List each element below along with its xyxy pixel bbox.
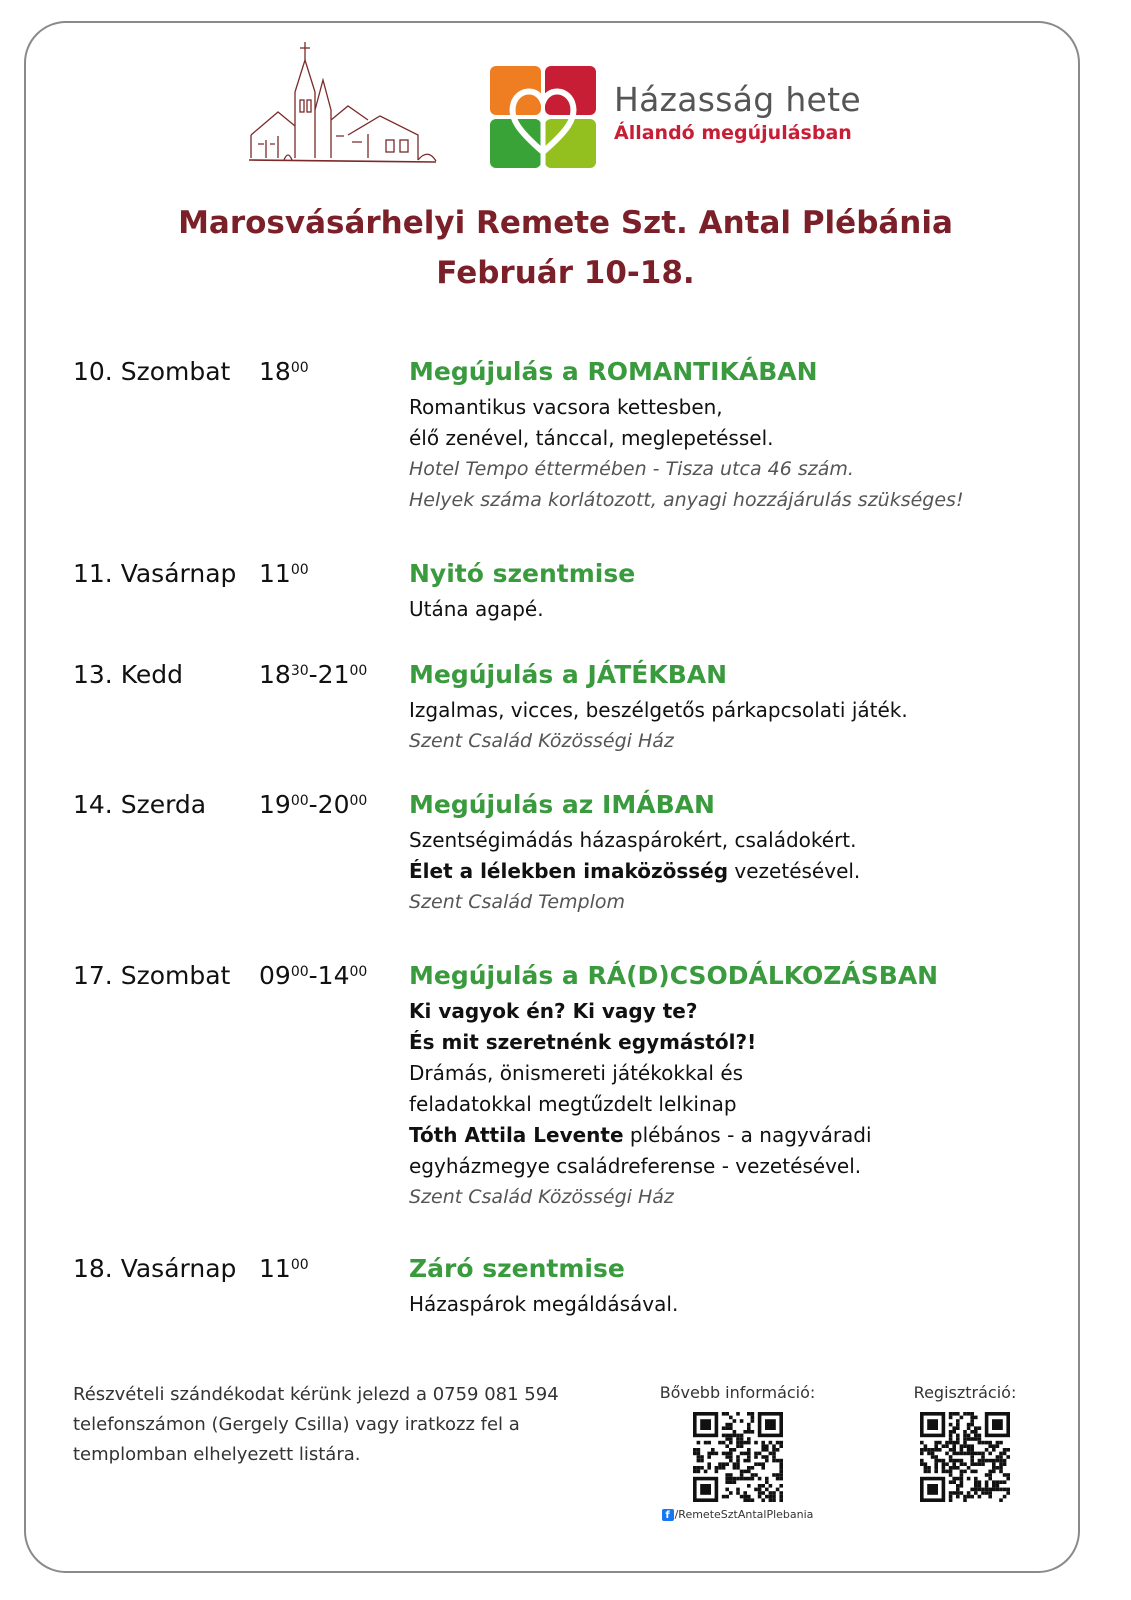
event-detail (409, 655, 1083, 757)
logo-title: Házasság hete (614, 80, 861, 119)
registration-note (73, 1380, 633, 1470)
logo-subtitle: Állandó megújulásban (614, 122, 852, 144)
event-time: $18^{30}-21^{00}$ (259, 660, 368, 689)
event-description-line: Romantikus vacsora kettesben, (409, 395, 723, 419)
event-dates: Február 10-18. (436, 255, 695, 291)
event-description-line: Izgalmas, vicces, beszélgetős párkapcsolati játék. (409, 698, 908, 722)
event-description-line: Tóth Attila Levente plébános - a nagyváradi (409, 1123, 872, 1147)
event-schedule (73, 352, 1083, 1320)
time-minute: 00 (290, 1257, 309, 1273)
event-detail (409, 956, 1083, 1213)
event-description-line: feladatokkal megtűzdelt lelkinap (409, 1092, 737, 1116)
event-day: 14. Szerda (73, 790, 207, 819)
event-title: Megújulás a RÁ(D)CSODÁLKOZÁSBAN (409, 961, 939, 990)
event-description-line: Élet a lélekben imaközösség vezetésével. (409, 859, 861, 883)
time-minute: 00 (349, 793, 368, 809)
registration-note-line: templomban elhelyezett listára. (73, 1444, 361, 1465)
event-day: 10. Szombat (73, 357, 231, 386)
time-hour: 11 (259, 1254, 291, 1283)
hazassag-hete-logo-icon (490, 66, 596, 168)
event-description-line: egyházmegye családreferense - vezetésével. (409, 1154, 862, 1178)
event-row (73, 655, 1083, 757)
event-day: 18. Vasárnap (73, 1254, 237, 1283)
event-title: Nyitó szentmise (409, 559, 636, 588)
event-location: Helyek száma korlátozott, anyagi hozzájárulás szükséges! (409, 489, 964, 511)
event-time: $09^{00}-14^{00}$ (259, 961, 368, 990)
time-hour: 11 (259, 559, 291, 588)
time-minute: 00 (290, 562, 309, 578)
registration-qr-code[interactable] (920, 1412, 1010, 1502)
event-day: 13. Kedd (73, 660, 183, 689)
registration-label: Regisztráció: (913, 1383, 1017, 1402)
event-row (73, 352, 1083, 516)
event-time (259, 1249, 409, 1320)
event-description-line: élő zenével, tánccal, meglepetéssel. (409, 426, 774, 450)
time-hour: 21 (317, 660, 350, 689)
parish-name: Marosvásárhelyi Remete Szt. Antal Plébánia (178, 205, 953, 241)
page-heading (0, 198, 1131, 298)
facebook-icon: f (662, 1509, 674, 1521)
time-hour: 19 (259, 790, 291, 819)
event-time (259, 554, 409, 625)
logo-wordmark (614, 80, 861, 145)
registration-block (900, 1382, 1030, 1502)
event-description-line: És mit szeretnénk egymástól?! (409, 1030, 757, 1054)
event-description-line: Házaspárok megáldásával. (409, 1292, 679, 1316)
event-detail (409, 1249, 1083, 1320)
event-detail (409, 554, 1083, 625)
event-description-line: Drámás, önismereti játékokkal és (409, 1061, 744, 1085)
registration-note-line: Részvételi szándékodat kérünk jelezd a 0759 081 594 (73, 1384, 559, 1405)
event-location: Szent Család Közösségi Ház (409, 1186, 674, 1208)
time-hour: 20 (317, 790, 350, 819)
event-row (73, 956, 1083, 1213)
time-hour: 14 (317, 961, 350, 990)
event-location: Szent Család Templom (409, 891, 626, 913)
event-description-line: Utána agapé. (409, 597, 544, 621)
time-hour: 18 (259, 357, 291, 386)
more-info-qr-code[interactable] (693, 1412, 783, 1502)
event-row (73, 554, 1083, 625)
registration-note-line: telefonszámon (Gergely Csilla) vagy iratkozz fel a (73, 1414, 520, 1435)
time-minute: 00 (349, 663, 368, 679)
facebook-link[interactable] (650, 1508, 825, 1521)
event-title: Megújulás a JÁTÉKBAN (409, 660, 728, 689)
event-detail (409, 352, 1083, 516)
event-title: Záró szentmise (409, 1254, 625, 1283)
event-time: $19^{00}-20^{00}$ (259, 790, 368, 819)
time-minute: 00 (290, 964, 309, 980)
event-row (73, 785, 1083, 918)
event-day: 11. Vasárnap (73, 559, 237, 588)
event-day: 17. Szombat (73, 961, 231, 990)
event-description-line: Szentségimádás házaspárokért, családokért. (409, 828, 857, 852)
event-location: Hotel Tempo éttermében - Tisza utca 46 szám. (409, 458, 854, 480)
event-title: Megújulás az IMÁBAN (409, 790, 715, 819)
event-time (259, 352, 409, 516)
time-hour: 18 (259, 660, 291, 689)
facebook-handle: /RemeteSztAntalPlebania (674, 1508, 814, 1521)
time-minute: 00 (349, 964, 368, 980)
event-description-line: Ki vagyok én? Ki vagy te? (409, 999, 698, 1023)
event-location: Szent Család Közösségi Ház (409, 730, 674, 752)
church-illustration (248, 40, 438, 168)
event-detail (409, 785, 1083, 918)
time-minute: 00 (290, 793, 309, 809)
event-title: Megújulás a ROMANTIKÁBAN (409, 357, 818, 386)
time-minute: 30 (290, 663, 309, 679)
more-info-label: Bővebb információ: (659, 1383, 816, 1402)
time-minute: 00 (290, 360, 309, 376)
time-hour: 09 (259, 961, 291, 990)
more-info-block (650, 1382, 825, 1521)
event-row (73, 1249, 1083, 1320)
